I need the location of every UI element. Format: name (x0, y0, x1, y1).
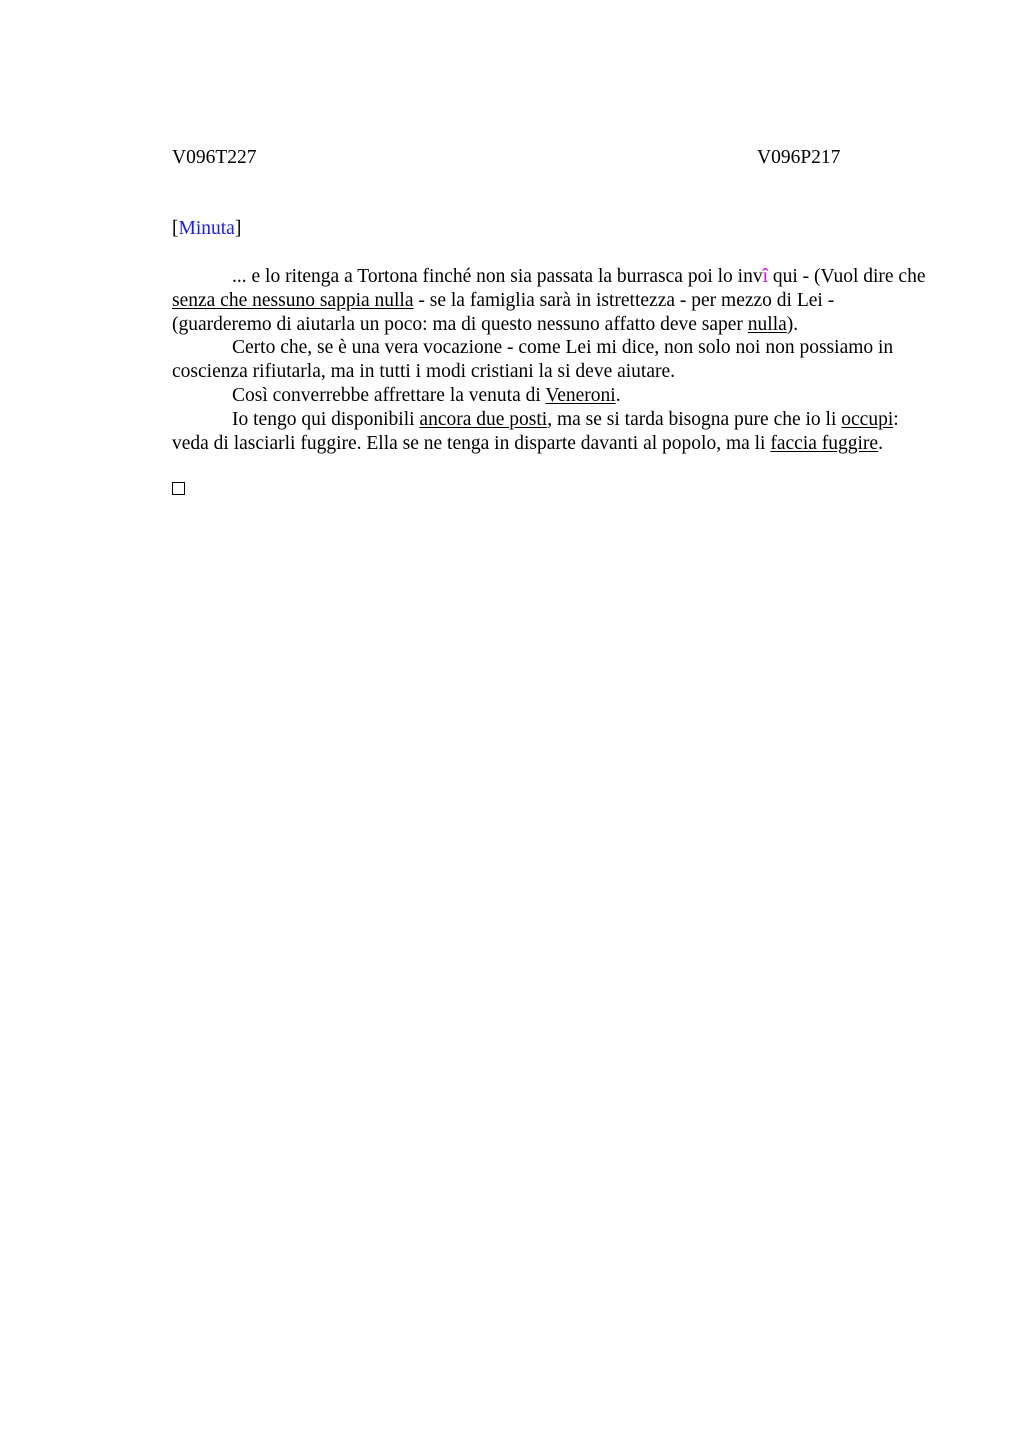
empty-square-icon (172, 482, 185, 495)
text-run: ... e lo ritenga a Tortona finché non sia passata la burrasca poi lo inv (232, 266, 763, 287)
document-code-right: V096P217 (757, 147, 841, 168)
underlined-text: ancora due posti (419, 408, 548, 430)
letter-body (172, 265, 932, 455)
text-run: Certo che, se è una vera vocazione - come Lei mi dice, non solo noi non possiamo in coscienza rifiutarla, ma in tutti i modi cristiani la si deve aiutare. (172, 337, 894, 383)
paragraph-2 (172, 336, 932, 384)
text-run: : veda di lasciarli fuggire. Ella se ne tenga in disparte davanti al popolo, ma li (172, 408, 899, 454)
text-run: , ma se si tarda bisogna pure che io li (547, 408, 842, 430)
document-kind-label (172, 217, 241, 241)
underlined-text: Veneroni (545, 384, 616, 406)
paragraph-4 (172, 408, 932, 456)
text-run: Io tengo qui disponibili (232, 408, 420, 430)
text-run: ). (786, 313, 799, 335)
open-bracket: [ (172, 218, 179, 239)
text-run: - se la famiglia sarà in istrettezza - per mezzo di Lei - (guarderemo di aiutarla un poco: ma di questo nessuno affatto deve saper (172, 289, 835, 335)
text-run: . (615, 384, 621, 406)
underlined-text: occupi (841, 408, 894, 430)
document-code-left: V096T227 (172, 147, 257, 168)
underlined-text: senza che nessuno sappia nulla (172, 289, 414, 311)
underlined-text: nulla (747, 313, 787, 335)
text-run: Così converrebbe affrettare la venuta di (232, 384, 546, 406)
paragraph-3 (172, 384, 932, 408)
text-run: . (878, 432, 883, 454)
kind-word: Minuta (178, 218, 235, 239)
underlined-text: faccia fuggire (770, 432, 879, 454)
close-bracket: ] (234, 218, 242, 239)
paragraph-1 (172, 265, 932, 336)
accent-char: î (762, 266, 768, 287)
text-run: qui - (Vuol dire che (768, 266, 926, 287)
